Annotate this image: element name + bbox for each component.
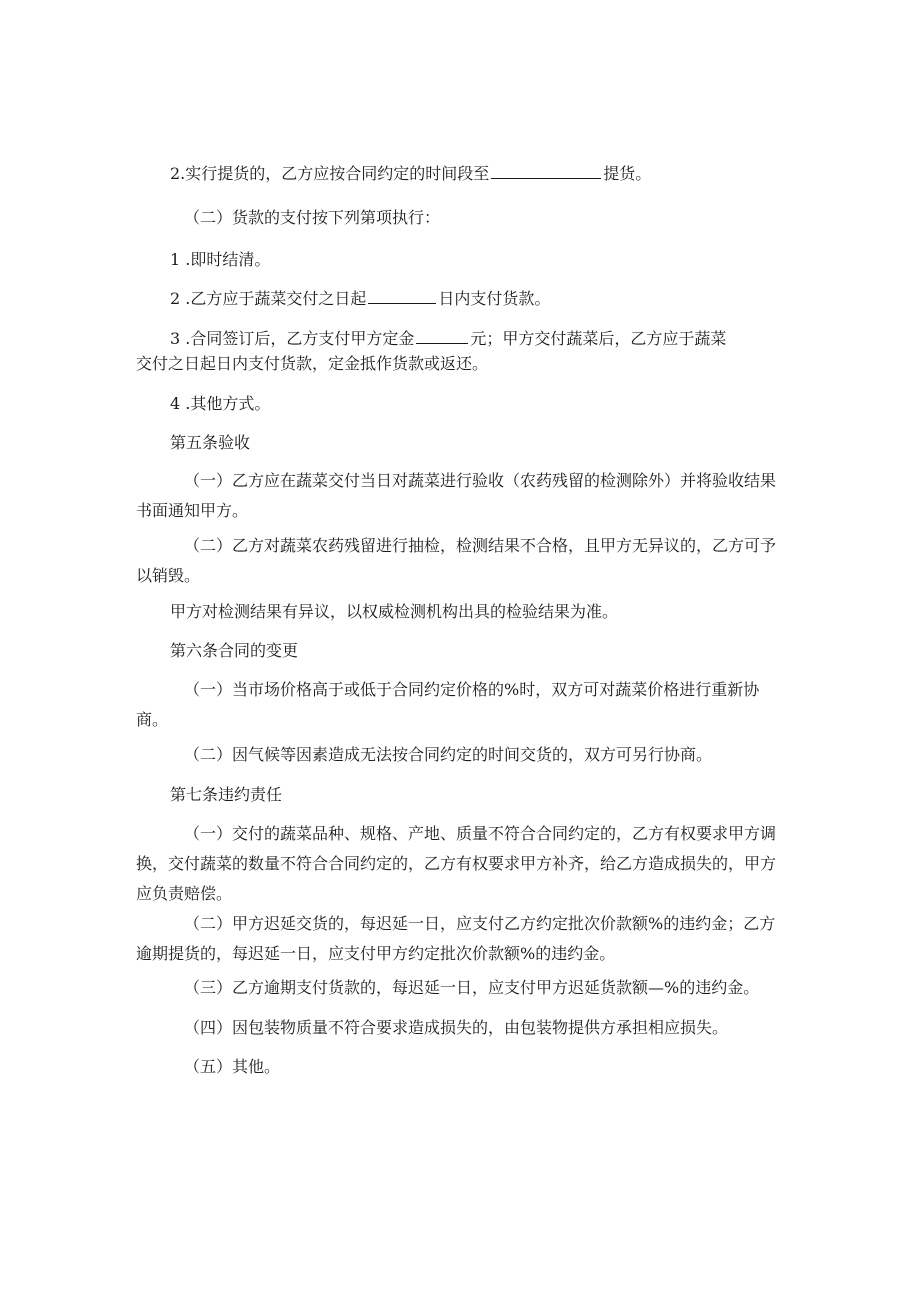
heading-article-5: 第五条验收 [170, 433, 251, 452]
text-pickup-pre: 2.实行提货的，乙方应按合同约定的时间段至 [170, 164, 490, 183]
paragraph-change-2: （二）因气候等因素造成无法按合同约定的时间交货的，双方可另行协商。 [184, 745, 713, 764]
text-option3-pre: 3 .合同签订后，乙方支付甲方定金 [170, 329, 415, 348]
text-option3-post: 元；甲方交付蔬菜后，乙方应于蔬菜 [470, 329, 727, 348]
paragraph-liability-4: （四）因包装物质量不符合要求造成损失的，由包装物提供方承担相应损失。 [184, 1018, 729, 1037]
blank-pickup-time [491, 164, 601, 179]
paragraph-pickup-time [170, 162, 651, 186]
paragraph-payment-option-3-cont: 交付之日起日内支付货款，定金抵作货款或返还。 [136, 354, 489, 373]
text-pickup-post: 提货。 [603, 164, 652, 183]
paragraph-payment-option-1: 1 .即时结清。 [170, 250, 271, 269]
paragraph-change-1: （一）当市场价格高于或低于合同约定价格的%时，双方可对蔬菜价格进行重新协商。 [136, 680, 760, 729]
paragraph-liability-2: （二）甲方迟延交货的，每迟延一日，应支付乙方约定批次价款额%的违约金；乙方逾期提货的，每迟延一日，应支付甲方约定批次价款额%的违约金。 [136, 914, 776, 963]
paragraph-acceptance-1: （一）乙方应在蔬菜交付当日对蔬菜进行验收（农药残留的检测除外）并将验收结果书面通知甲方。 [136, 471, 777, 520]
paragraph-liability-3: （三）乙方逾期支付货款的，每迟延一日，应支付甲方迟延货款额—%的违约金。 [184, 978, 760, 997]
paragraph-payment-method: （二）货款的支付按下列第项执行： [184, 208, 441, 227]
heading-article-7: 第七条违约责任 [170, 785, 283, 804]
paragraph-payment-option-2 [170, 287, 550, 311]
blank-deposit-amount [416, 329, 468, 344]
text-option2-post: 日内支付货款。 [438, 289, 551, 308]
text-option2-pre: 2 .乙方应于蔬菜交付之日起 [170, 289, 367, 308]
blank-payment-days [368, 289, 436, 304]
paragraph-dispute-testing: 甲方对检测结果有异议，以权威检测机构出具的检验结果为准。 [170, 602, 619, 621]
paragraph-liability-5: （五）其他。 [184, 1057, 281, 1076]
paragraph-acceptance-2: （二）乙方对蔬菜农药残留进行抽检，检测结果不合格，且甲方无异议的，乙方可予以销毁。 [136, 536, 777, 585]
paragraph-liability-1: （一）交付的蔬菜品种、规格、产地、质量不符合合同约定的，乙方有权要求甲方调换，交付蔬菜的数量不符合合同约定的，乙方有权要求甲方补齐，给乙方造成损失的，甲方应负责赔偿。 [136, 824, 777, 903]
paragraph-payment-option-4: 4 .其他方式。 [170, 394, 271, 413]
heading-article-6: 第六条合同的变更 [170, 641, 299, 660]
paragraph-payment-option-3 [170, 327, 726, 351]
